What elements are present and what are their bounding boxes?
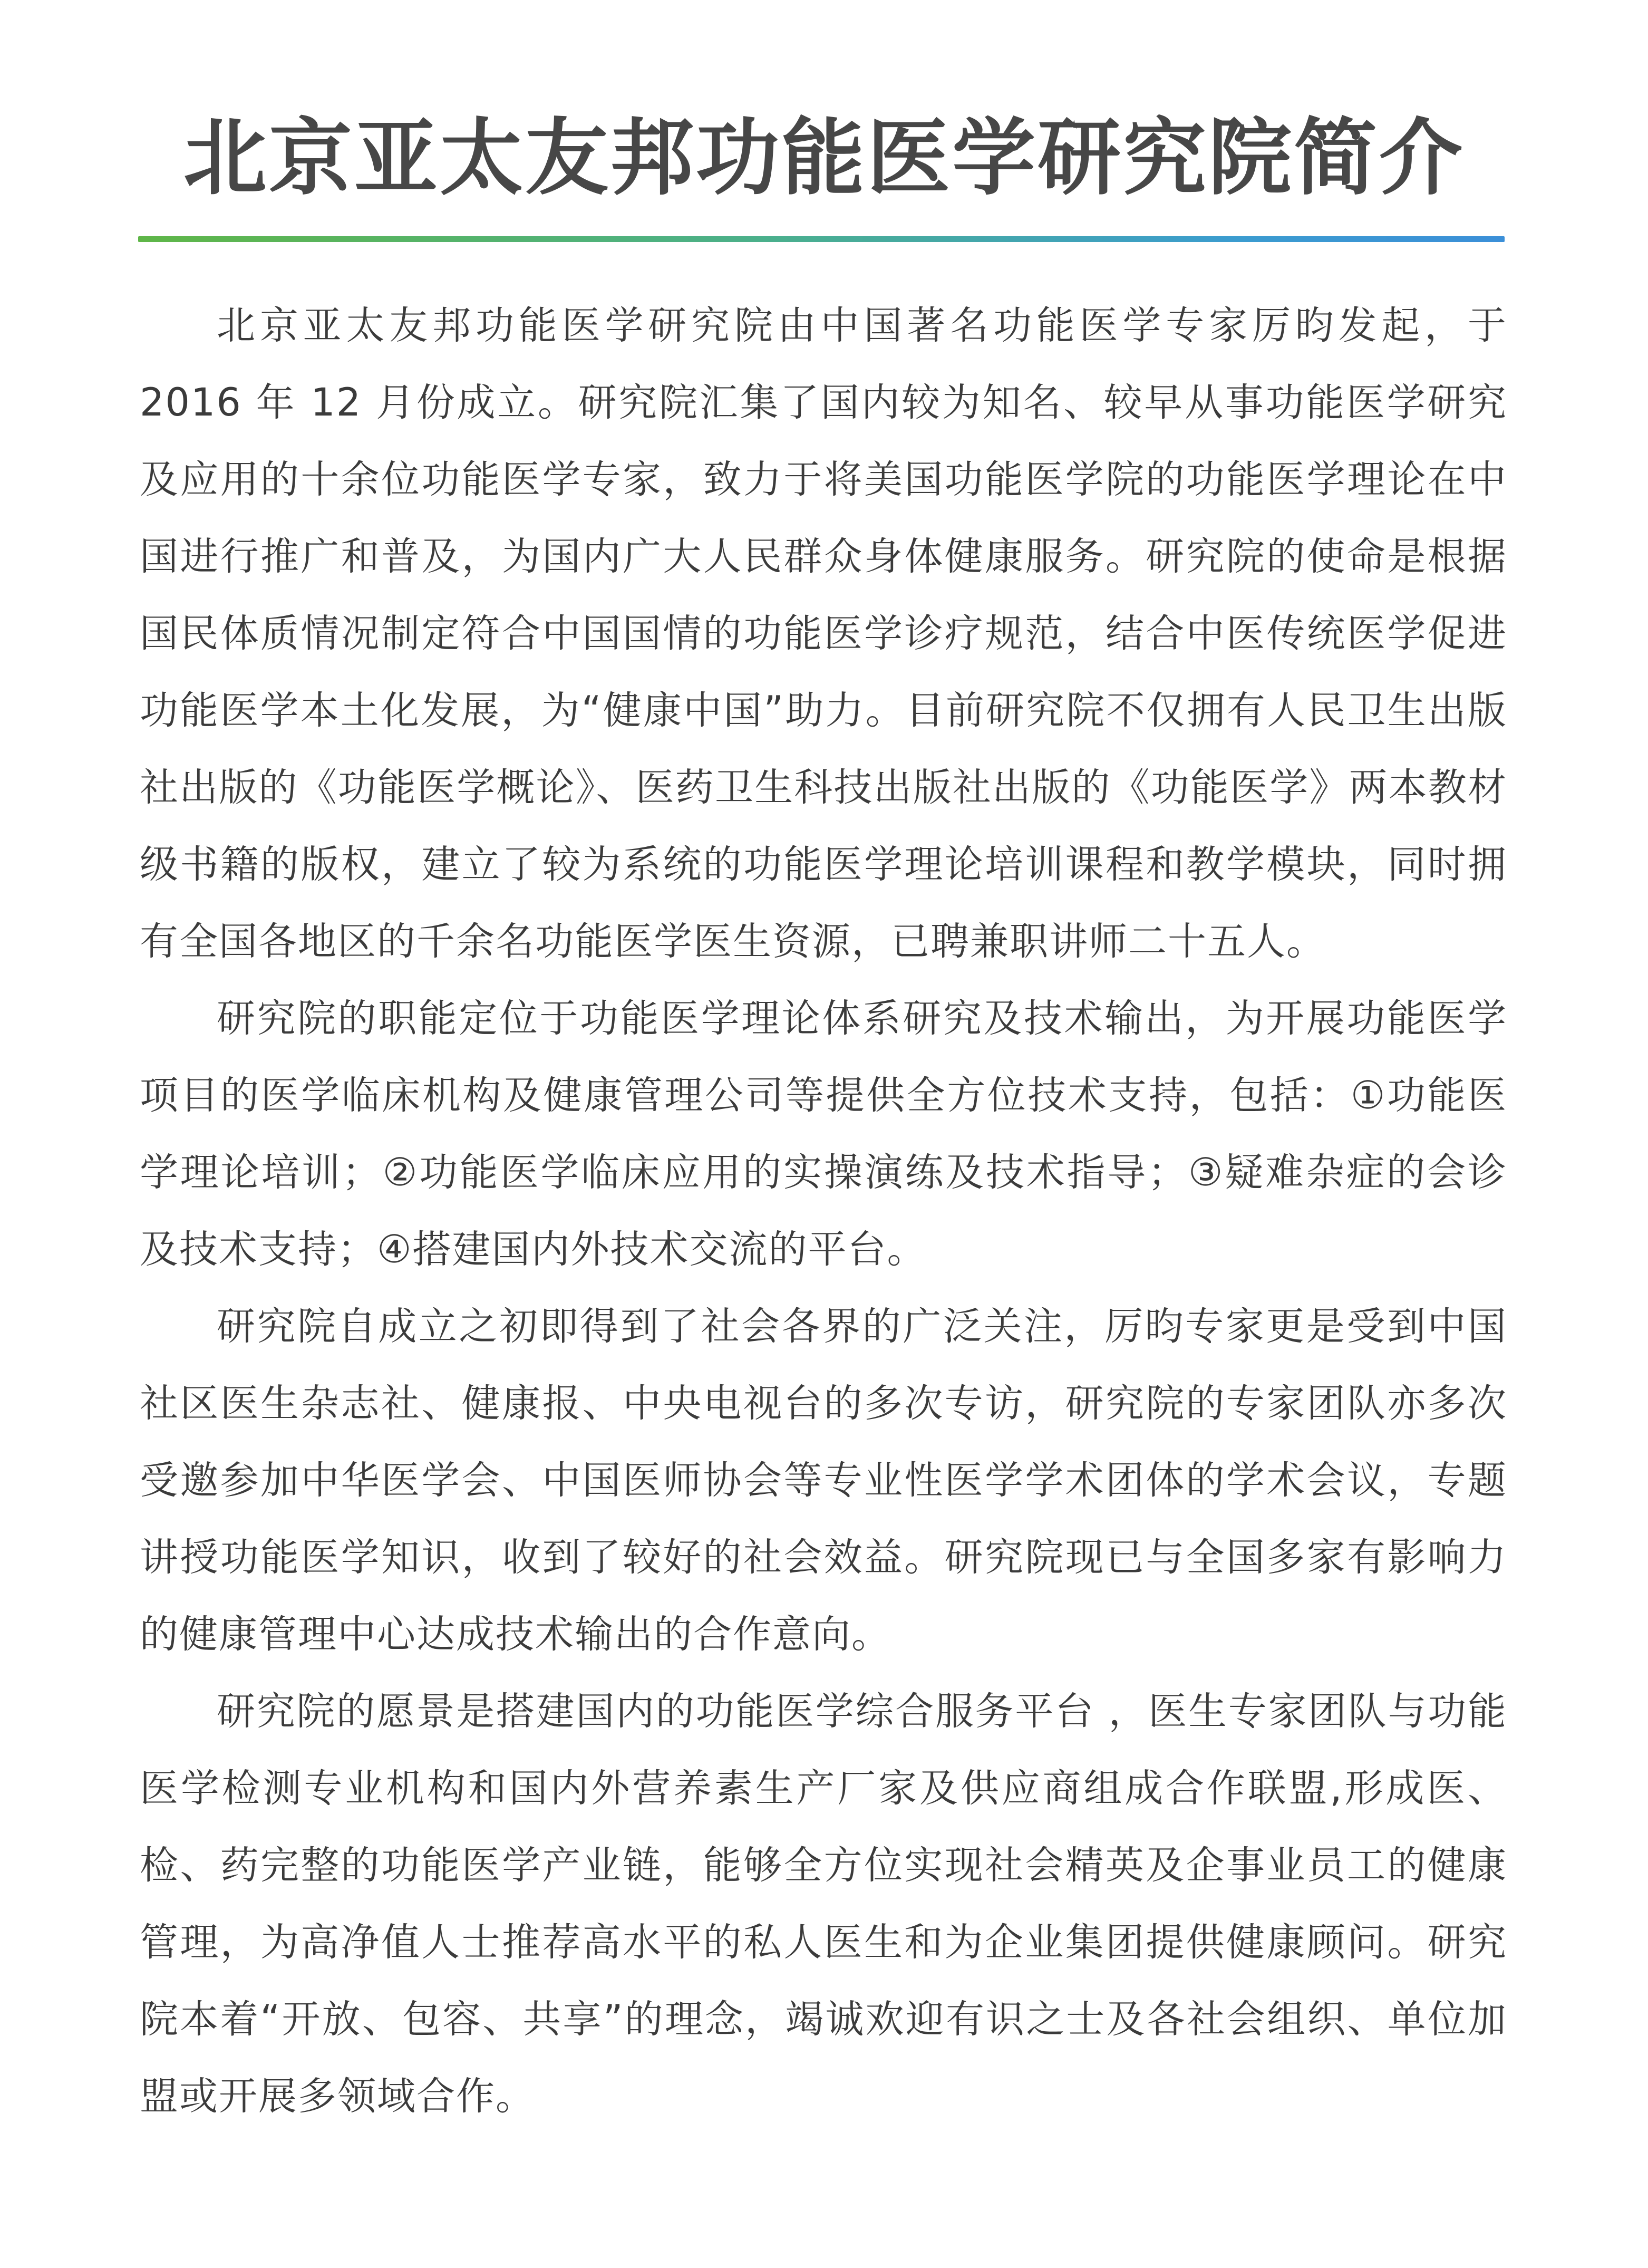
paragraph-recognition: 研究院自成立之初即得到了社会各界的广泛关注，厉昀专家更是受到中国社区医生杂志社、健康报、中央电视台的多次专访，研究院的专家团队亦多次受邀参加中华医学会、中国医师协会等专业性医学学术团体的学术会议，专题讲授功能医学知识，收到了较好的社会效益。研究院现已与全国多家有影响力的健康管理中心达成技术输出的合作意向。 bbox=[140, 1304, 1507, 1657]
paragraph-vision: 研究院的愿景是搭建国内的功能医学综合服务平台 ，医生专家团队与功能医学检测专业机构和国内外营养素生产厂家及供应商组成合作联盟,形成医、检、药完整的功能医学产业链，能够全方位实现社会精英及企事业员工的健康管理，为高净值人士推荐高水平的私人医生和为企业集团提供健康顾问。研究院本着“开放、包容、共享”的理念，竭诚欢迎有识之士及各社会组织、单位加盟或开展多领域合作。 bbox=[140, 1689, 1507, 2119]
paragraph-intro: 北京亚太友邦功能医学研究院由中国著名功能医学专家厉昀发起，于 2016 年 12 月份成立。研究院汇集了国内较为知名、较早从事功能医学研究及应用的十余位功能医学专家，致力于将美国功能医学院的功能医学理论在中国进行推广和普及，为国内广大人民群众身体健康服务。研究院的使命是根据国民体质情况制定符合中国国情的功能医学诊疗规范，结合中医传统医学促进功能医学本土化发展，为“健康中国”助力。目前研究院不仅拥有人民卫生出版社出版的《功能医学概论》、医药卫生科技出版社出版的《功能医学》两本教材级书籍的版权，建立了较为系统的功能医学理论培训课程和教学模块，同时拥有全国各地区的千余名功能医学医生资源，已聘兼职讲师二十五人。 bbox=[140, 303, 1507, 964]
document-body bbox=[140, 287, 1507, 2135]
page-title: 北京亚太友邦功能医学研究院简介 bbox=[183, 110, 1465, 207]
paragraph-functions: 研究院的职能定位于功能医学理论体系研究及技术输出，为开展功能医学项目的医学临床机构及健康管理公司等提供全方位技术支持，包括：①功能医学理论培训；②功能医学临床应用的实操演练及技术指导；③疑难杂症的会诊及技术支持；④搭建国内外技术交流的平台。 bbox=[140, 996, 1507, 1272]
title-divider bbox=[138, 236, 1505, 242]
